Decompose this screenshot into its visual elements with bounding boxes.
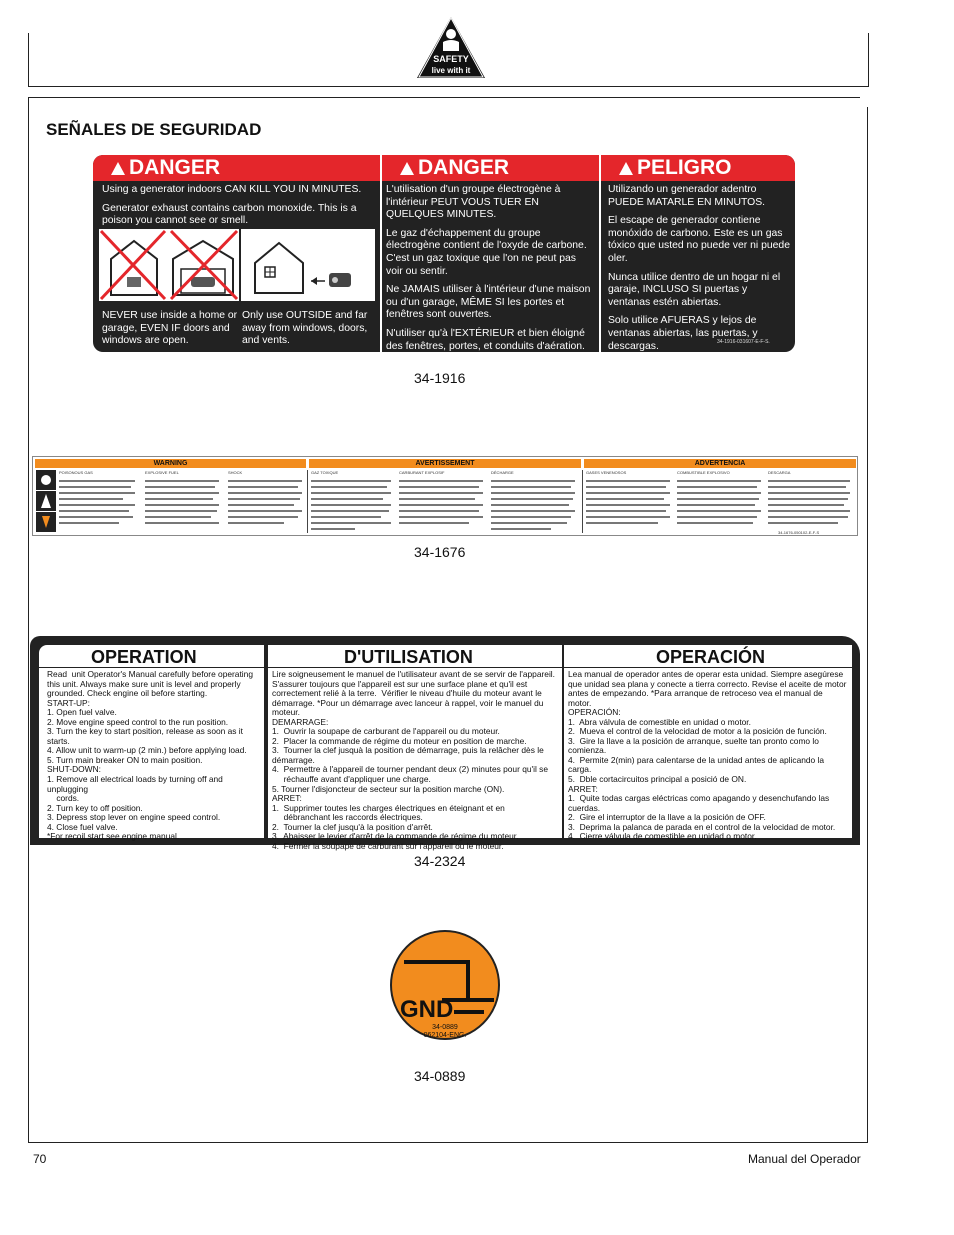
danger-fr-paragraph: N'utiliser qu'à l'EXTÉRIEUR et bien éloigné des fenêtres, portes, et conduits d'aération. <box>386 327 585 352</box>
warning-triangle-icon <box>400 162 414 175</box>
strip-column: GAZ TOXIQUE <box>311 470 339 475</box>
warning-triangle-icon <box>619 162 633 175</box>
danger-en-paragraph: Using a generator indoors CAN KILL YOU IN MINUTES. <box>102 184 362 195</box>
hazard-pictograms-icon <box>36 470 56 532</box>
frame-notch <box>860 97 872 107</box>
danger-es-paragraph: Solo utilice AFUERAS y lejos de ventanas abiertas, las puertas, y descargas. <box>608 315 758 352</box>
danger-panel-english <box>93 155 380 352</box>
strip-column: SHOCK <box>228 470 243 475</box>
indoor-warning-caption: NEVER use inside a home or garage, EVEN IF doors and windows are open. <box>102 310 238 347</box>
indoor-prohibited-pictogram <box>99 229 239 301</box>
strip-column: CARBURANT EXPLOSIF <box>399 470 445 475</box>
logo-line2: live with it <box>431 66 471 75</box>
gnd-code-1: 34-0889 <box>432 1024 458 1031</box>
section-title: SEÑALES DE SEGURIDAD <box>46 120 262 139</box>
danger-panel-french <box>382 155 599 352</box>
header-rule-left <box>28 33 29 86</box>
danger-es-paragraph: Nunca utilice dentro de un hogar ni el garaje, INCLUSO SI puertas y ventanas estén abiertas. <box>608 271 781 308</box>
danger-es-paragraph: Utilizando un generador adentro PUEDE MATARLE EN MINUTOS. <box>608 184 766 208</box>
house-garage-crossed-icon <box>99 229 239 301</box>
strip-heading-es: ADVERTENCIA <box>584 459 856 468</box>
header-rule-right <box>868 33 869 86</box>
danger-fr-paragraph: Le gaz d'échappement du groupe électrogène contient de l'oxyde de carbone. C'est un gaz toxique que l'on ne peut pas voir ou sentir. <box>386 227 587 277</box>
strip-column: EXPLOSIVE FUEL <box>145 470 179 475</box>
outdoor-allowed-pictogram <box>241 229 375 301</box>
ground-label <box>390 930 500 1040</box>
danger-en-paragraph: Generator exhaust contains carbon monoxide. This is a poison you cannot see or smell. <box>102 202 357 227</box>
gnd-text: GND <box>400 996 454 1023</box>
outdoor-instruction-caption: Only use OUTSIDE and far away from windows, doors, and vents. <box>242 310 368 347</box>
operation-heading-fr: D'UTILISATION <box>268 645 562 667</box>
operation-text-es: Lea manual de operador antes de operar esta unidad. Siempre asegúrese que unidad sea plana y conecte a tierra correcto. Revise el aceite de motor antes de empezando. *Para arranque de retroceso vea el manual de motor. OPERACIÓN: 1. Abra válvula de comestible en unidad o motor. 2. Mueva el control de la velocidad de motor a la posición de función. 3. Gire la llave a la posición de arranque, suelte tan pronto como lo comienza. 4. Permite 2(min) para calentarse de la unidad antes de aplicando la carga. 5. Dble cortacircuitos principal a posició de ON. ARRET: 1. Quite todas cargas eléctricas como apagando y desenchufando las cuerdas. 2. Gire el interruptor de la llave a la posición de OFF. 3. Deprima la palanca de parada en el control de la velocidad de motor. 4. Cierre válvula de comestible en unidad o motor. <box>564 668 852 838</box>
danger-fr-paragraph: Ne JAMAIS utiliser à l'intérieur d'une maison ou d'un garage, MÊME SI les portes et fenêtres sont ouvertes. <box>386 284 591 321</box>
manual-title: Manual del Operador <box>748 1152 861 1166</box>
danger-es-paragraph: El escape de generador contiene monóxido de carbono. Este es un gas tóxico que usted no puede ver ni puede oler. <box>608 215 790 264</box>
header-rule-bottom <box>28 86 869 87</box>
label-code: 34-1916-031607-E-F-S. <box>717 339 770 345</box>
part-number-caption: 34-1676 <box>414 544 466 560</box>
strip-column: COMBUSTIBLE EXPLOSIVO <box>677 470 730 475</box>
safety-logo-icon <box>415 15 487 79</box>
fine-print-texture <box>59 478 854 532</box>
strip-column: DESCARGA <box>768 470 791 475</box>
warning-triangle-icon <box>111 162 125 175</box>
operation-text-en: Read unit Operator's Manual carefully before operating this unit. Always make sure unit is level and properly grounded. Check engine oil before starting. START-UP: 1. Open fuel valve. 2. Move engine speed control to the run position. 3. Turn the key to start position, release as soon as it starts. 4. Allow unit to warm-up (2 min.) before applying load. 5. Turn main breaker ON to main position. SHUT-DOWN: 1. Remove all electrical loads by turning off and unplugging cords. 2. Turn key to off position. 3. Depress stop lever on engine speed control. 4. Close fuel valve. *For recoil start see engine manual. <box>39 668 264 838</box>
danger-panel-spanish <box>601 155 795 352</box>
strip-code: 34-1676-050102-E-F-S <box>778 530 820 535</box>
strip-column: POISONOUS GAS <box>59 470 93 475</box>
gnd-code-2: 062104-ENG. <box>423 1032 467 1039</box>
house-generator-outside-icon <box>241 229 375 301</box>
strip-heading-fr: AVERTISSEMENT <box>309 459 581 468</box>
page-number: 70 <box>33 1152 47 1166</box>
strip-heading-en: WARNING <box>35 459 306 468</box>
part-number-caption: 34-1916 <box>414 370 466 386</box>
operation-text-fr: Lire soigneusement le manuel de l'utilisateur avant de se servir de l'appareil. S'assurer toujours que l'appareil est sur une surface plane et qu'il est correctement relié à la terre. Vérifier le niveau d'huile du moteur avant le démarrage. *Pour un démarrage avec lanceur à rappel, voir le manuel du moteur. DEMARRAGE: 1. Ouvrir la soupape de carburant de l'appareil ou du moteur. 2. Placer la commande de régime du moteur en position de marche. 3. Tourner la clef jusquà la position de démarrage, puis la relâcher dès le démarrage. 4. Permettre à l'appareil de tourner pendant deux (2) minutes pour qu'il se réchauffe avant d'appliquer une charge. 5. Tourner l'disjoncteur de secteur sur la position marche (ON). ARRET: 1. Supprimer toutes les charges électriques en éteignant et en débranchant les raccords électriques. 2. Tourner la clef jusqu'à la position d'arrêt. 3. Abaisser le levier d'arrêt de la commande de régime du moteur. 4. Fermer la soupape de carburant sur l'appareil ou le moteur. <box>268 668 562 838</box>
danger-heading-en: DANGER <box>93 155 380 181</box>
part-number-caption: 34-2324 <box>414 853 466 869</box>
danger-fr-paragraph: L'utilisation d'un groupe électrogène à l'intérieur PEUT VOUS TUER EN QUELQUES MINUTES. <box>386 184 561 221</box>
logo-line1: SAFETY <box>433 54 469 64</box>
operation-heading-es: OPERACIÓN <box>564 645 852 667</box>
strip-column: GASES VENENOSOS <box>586 470 627 475</box>
part-number-caption: 34-0889 <box>414 1068 466 1084</box>
strip-column: DÉCHARGE <box>491 470 514 475</box>
operation-heading-en: OPERATION <box>39 645 264 667</box>
danger-heading-es: PELIGRO <box>601 155 795 181</box>
danger-heading-fr: DANGER <box>382 155 599 181</box>
warning-strip-label <box>32 456 858 536</box>
